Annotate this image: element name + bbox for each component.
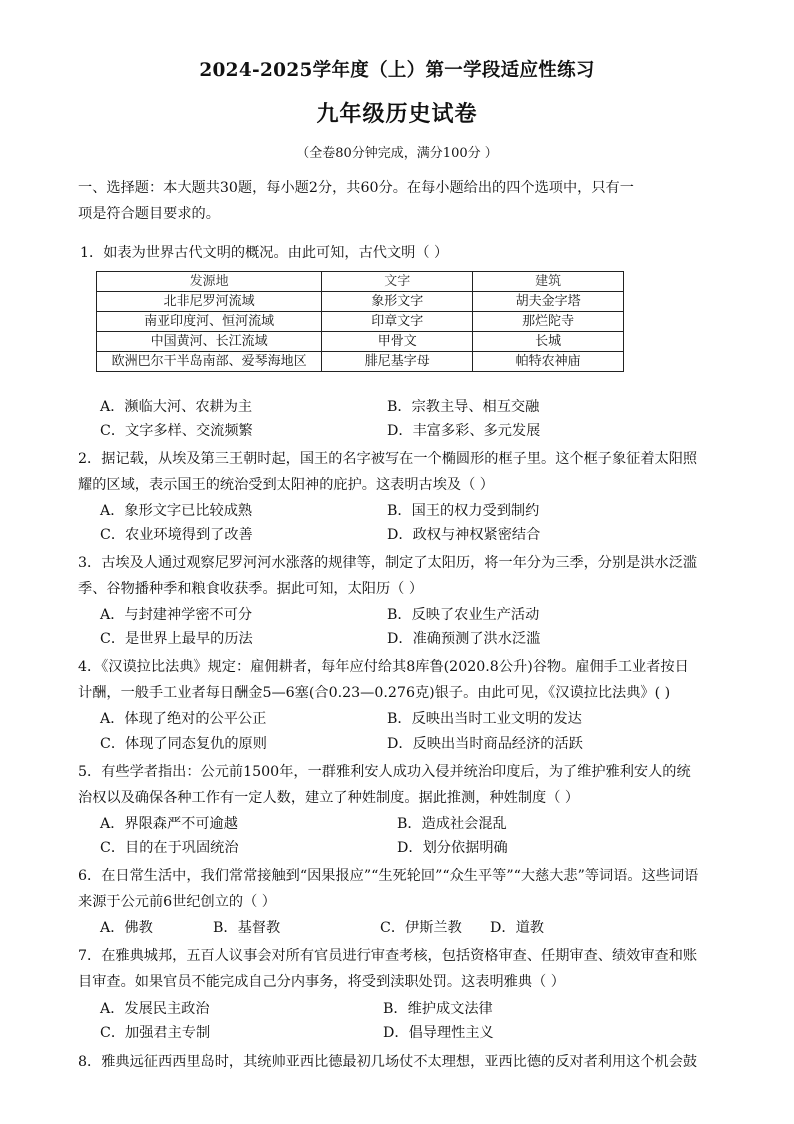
- question-stem-line: 计酬，一般手工业者每日酬金5—6塞(合0.23—0.276克)银子。由此可见，《汉谟拉比法典》( ): [78, 684, 671, 701]
- section-intro-line: 项是符合题目要求的。: [78, 205, 220, 222]
- question-stem-line: 耀的区域，表示国王的统治受到太阳神的庇护。这表明古埃及（ ）: [78, 476, 494, 493]
- question-stem-line: 来源于公元前6世纪创立的（ ）: [78, 893, 276, 910]
- question-6-option-c[interactable]: C．伊斯兰教: [380, 920, 462, 936]
- question-7-option-b[interactable]: B．维护成文法律: [383, 1001, 493, 1017]
- question-4-option-d[interactable]: D．反映出当时商品经济的活跃: [387, 736, 583, 752]
- exam-subject-title: 九年级历史试卷: [316, 101, 478, 127]
- question-stem-line: 2．据记载，从埃及第三王朝时起，国王的名字被写在一个椭圆形的框子里。这个框子象征着太阳照: [78, 451, 698, 467]
- exam-year-title: 2024-2025学年度（上）第一学段适应性练习: [199, 60, 595, 81]
- question-1-option-b[interactable]: B．宗教主导、相互交融: [387, 399, 540, 415]
- table-cell: 象形文字: [322, 292, 473, 312]
- question-4-option-a[interactable]: A．体现了绝对的公平公正: [100, 711, 267, 727]
- question-stem-line: 治权以及确保各种工作有一定人数，建立了种姓制度。据此推测，种姓制度（ ）: [78, 789, 580, 806]
- question-4-stem: [78, 655, 723, 706]
- question-1-option-d[interactable]: D．丰富多彩、多元发展: [387, 423, 541, 439]
- question-stem-line: 7．在雅典城邦，五百人议事会对所有官员进行审查考核，包括资格审查、任期审查、绩效审查和账: [78, 948, 698, 964]
- civilization-table: [96, 271, 624, 372]
- question-1-stem: 1．如表为世界古代文明的概况。由此可知，古代文明（ ）: [80, 245, 449, 261]
- question-stem-line: 5．有些学者指出：公元前1500年，一群雅利安人成功入侵并统治印度后，为了维护雅利安人的统: [78, 764, 691, 780]
- table-cell: 胡夫金字塔: [473, 292, 624, 312]
- question-3-stem: [78, 551, 723, 602]
- question-stem-line: 3．古埃及人通过观察尼罗河河水涨落的规律等，制定了太阳历，将一年分为三季，分别是洪水泛滥: [78, 555, 698, 571]
- question-8-stem: [78, 1050, 723, 1076]
- table-cell: 北非尼罗河流域: [97, 292, 322, 312]
- question-5-option-d[interactable]: D．划分依据明确: [397, 840, 508, 856]
- table-cell: 那烂陀寺: [473, 312, 624, 332]
- table-row: [97, 352, 624, 372]
- table-row: [97, 292, 624, 312]
- table-header-cell: 建筑: [473, 272, 624, 292]
- table-cell: 南亚印度河、恒河流域: [97, 312, 322, 332]
- question-3-option-d[interactable]: D．准确预测了洪水泛滥: [387, 631, 541, 647]
- question-stem-line: 4．《汉谟拉比法典》规定：雇佣耕者，每年应付给其8库鲁(2020.8公升)谷物。雇佣手工业者按日: [78, 659, 689, 675]
- question-2-stem: [78, 447, 723, 498]
- table-cell: 腓尼基字母: [322, 352, 473, 372]
- question-stem-line: 目审查。如果官员不能完成自己分内事务，将受到渎职处罚。这表明雅典（ ）: [78, 973, 565, 990]
- table-header-cell: 文字: [322, 272, 473, 292]
- question-1-option-a[interactable]: A．濒临大河、农耕为主: [100, 399, 253, 415]
- table-cell: 印章文字: [322, 312, 473, 332]
- question-7-option-d[interactable]: D．倡导理性主义: [383, 1025, 494, 1041]
- question-6-option-d[interactable]: D．道教: [490, 920, 544, 936]
- table-cell: 欧洲巴尔干半岛南部、爱琴海地区: [97, 352, 322, 372]
- question-3-option-b[interactable]: B．反映了农业生产活动: [387, 607, 540, 623]
- section-intro: [78, 176, 723, 227]
- question-2-option-c[interactable]: C．农业环境得到了改善: [100, 527, 253, 543]
- table-row: [97, 332, 624, 352]
- question-6-option-a[interactable]: A．佛教: [100, 920, 153, 936]
- table-cell: 帕特农神庙: [473, 352, 624, 372]
- question-3-option-a[interactable]: A．与封建神学密不可分: [100, 607, 253, 623]
- question-2-option-a[interactable]: A．象形文字已比较成熟: [100, 503, 253, 519]
- question-7-option-a[interactable]: A．发展民主政治: [100, 1001, 210, 1017]
- question-1-option-c[interactable]: C．文字多样、交流频繁: [100, 423, 253, 439]
- question-7-option-c[interactable]: C．加强君主专制: [100, 1025, 211, 1041]
- question-5-option-a[interactable]: A．界限森严不可逾越: [100, 816, 238, 832]
- question-4-option-b[interactable]: B．反映出当时工业文明的发达: [387, 711, 582, 727]
- question-2-option-d[interactable]: D．政权与神权紧密结合: [387, 527, 541, 543]
- table-cell: 长城: [473, 332, 624, 352]
- question-6-stem: [78, 864, 723, 915]
- table-cell: 中国黄河、长江流域: [97, 332, 322, 352]
- section-intro-line: 一、选择题：本大题共30题，每小题2分，共60分。在每小题给出的四个选项中，只有一: [78, 180, 634, 196]
- question-2-option-b[interactable]: B．国王的权力受到制约: [387, 503, 540, 519]
- exam-note: （全卷80分钟完成，满分100分 ）: [296, 146, 498, 161]
- question-5-option-c[interactable]: C．目的在于巩固统治: [100, 840, 239, 856]
- question-5-option-b[interactable]: B．造成社会混乱: [397, 816, 507, 832]
- question-6-option-b[interactable]: B．基督教: [213, 920, 281, 936]
- question-stem-line: 6．在日常生活中，我们常常接触到“因果报应”“生死轮回”“众生平等”“大慈大悲”等词语。这些词语: [78, 868, 699, 884]
- question-stem-line: 季、谷物播种季和粮食收获季。据此可知，太阳历（ ）: [78, 580, 424, 597]
- table-header-cell: 发源地: [97, 272, 322, 292]
- question-3-option-c[interactable]: C．是世界上最早的历法: [100, 631, 253, 647]
- question-5-stem: [78, 760, 723, 811]
- table-row: [97, 312, 624, 332]
- question-stem-line: 8．雅典远征西西里岛时，其统帅亚西比德最初几场仗不太理想，亚西比德的反对者利用这个机会鼓: [78, 1054, 698, 1070]
- question-7-stem: [78, 944, 723, 995]
- table-header-row: [97, 272, 624, 292]
- table-cell: 甲骨文: [322, 332, 473, 352]
- question-4-option-c[interactable]: C．体现了同态复仇的原则: [100, 736, 267, 752]
